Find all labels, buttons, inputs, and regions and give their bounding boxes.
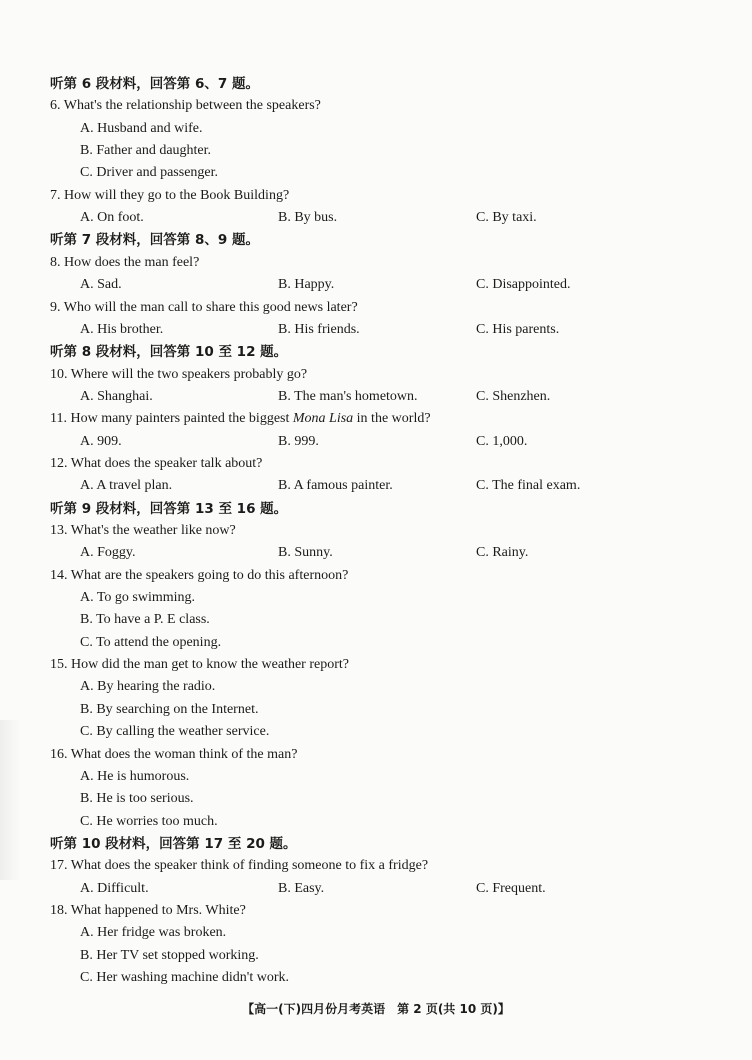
answer-option-row [0,632,752,654]
question-text: 12. What does the speaker talk about? [50,455,263,471]
question-text: 6. What's the relationship between the speakers? [50,98,321,114]
answer-option: A. By hearing the radio. [80,679,216,695]
answer-option: B. He is too serious. [80,791,194,807]
question-stem [0,95,752,117]
question-text: 9. Who will the man call to share this good news later? [50,299,358,315]
answer-option-row [0,587,752,609]
answer-option-a: A. 909. [80,433,122,449]
question-text: 13. What's the weather like now? [50,523,236,538]
section-heading [0,833,752,855]
section-heading-text: 听第 8 段材料，回答第 10 至 12 题。 [50,344,288,361]
question-stem [0,855,752,877]
question-stem [0,297,752,319]
answer-option-row [0,922,752,944]
answer-option: B. By searching on the Internet. [80,701,259,717]
answer-option-row [0,676,752,698]
answer-option-c: C. Disappointed. [476,277,571,293]
answer-option-c: C. 1,000. [476,433,528,449]
answer-option: C. To attend the opening. [80,634,222,650]
answer-options-row [0,431,752,453]
section-heading-text: 听第 7 段材料，回答第 8、9 题。 [50,232,259,249]
answer-option-c: C. Frequent. [476,880,546,896]
answer-option-a: A. A travel plan. [80,478,173,494]
answer-option: B. To have a P. E class. [80,612,210,628]
answer-option-c: C. By taxi. [476,210,537,226]
question-text: 15. How did the man get to know the weather report? [50,657,349,673]
answer-option: B. Her TV set stopped working. [80,947,259,963]
answer-option: C. He worries too much. [80,813,218,829]
section-heading-text: 听第 10 段材料，回答第 17 至 20 题。 [50,835,297,852]
section-heading-text: 听第 6 段材料，回答第 6、7 题。 [50,76,259,92]
section-heading [0,229,752,251]
page-footer: 【高一(下)四月份月考英语 第 2 页(共 10 页)】 [242,1002,510,1016]
answer-options-row [0,878,752,900]
question-stem [0,453,752,475]
answer-option: C. Her washing machine didn't work. [80,970,289,985]
question-stem [0,185,752,207]
answer-option-row [0,118,752,140]
answer-option-a: A. On foot. [80,210,144,226]
answer-options-row [0,207,752,229]
question-text: 10. Where will the two speakers probably go? [50,366,308,382]
section-heading-text: 听第 9 段材料，回答第 13 至 16 题。 [50,500,288,517]
question-stem [0,744,752,766]
question-text: 18. What happened to Mrs. White? [50,902,246,918]
section-heading [0,498,752,520]
answer-option-b: B. Happy. [278,277,335,293]
question-stem [0,252,752,274]
answer-option-a: A. Shanghai. [80,388,153,404]
answer-option-b: B. Easy. [278,880,325,896]
answer-option-b: B. By bus. [278,210,338,226]
answer-option-row [0,766,752,788]
question-stem [0,520,752,542]
answer-option-a: A. Foggy. [80,545,136,561]
answer-option-c: C. Rainy. [476,545,529,561]
question-stem [0,900,752,922]
question-text: 8. How does the man feel? [50,254,200,270]
answer-option-a: A. His brother. [80,321,164,337]
answer-option-b: B. 999. [278,433,319,449]
answer-options-row [0,542,752,564]
answer-option-row [0,945,752,967]
answer-option-c: C. The final exam. [476,478,581,494]
answer-option: A. Her fridge was broken. [80,925,227,941]
question-stem [0,364,752,386]
answer-option-b: B. A famous painter. [278,478,393,494]
answer-option-b: B. Sunny. [278,545,333,561]
question-text: 17. What does the speaker think of finding someone to fix a fridge? [50,858,429,874]
answer-option-row [0,609,752,631]
answer-options-row [0,274,752,296]
answer-option-c: C. His parents. [476,321,560,337]
painting-title: Mona Lisa [292,411,354,427]
question-stem [0,408,752,430]
section-heading [0,73,752,95]
answer-option: B. Father and daughter. [80,143,212,159]
answer-options-row [0,319,752,341]
question-text: 11. How many painters painted the biggest Mona Lisa in the world? [50,411,431,427]
answer-option-row [0,788,752,810]
answer-option-row [0,699,752,721]
answer-option-row [0,162,752,184]
question-text: 14. What are the speakers going to do this afternoon? [50,567,349,583]
question-stem [0,565,752,587]
answer-option: C. By calling the weather service. [80,724,270,740]
answer-option: A. He is humorous. [80,768,190,784]
answer-options-row [0,475,752,497]
answer-option: C. Driver and passenger. [80,165,219,181]
question-text: 7. How will they go to the Book Building? [50,187,290,203]
section-heading [0,341,752,363]
answer-option-a: A. Difficult. [80,880,149,896]
answer-option-b: B. His friends. [278,321,360,337]
answer-option-row [0,811,752,833]
answer-option-row [0,721,752,743]
answer-options-row [0,386,752,408]
question-text: 16. What does the woman think of the man? [50,746,298,762]
answer-option: A. To go swimming. [80,590,196,606]
answer-option-row [0,967,752,989]
answer-option: A. Husband and wife. [80,120,203,136]
answer-option-a: A. Sad. [80,277,122,293]
answer-option-b: B. The man's hometown. [278,388,418,404]
question-stem [0,654,752,676]
answer-option-c: C. Shenzhen. [476,388,551,404]
answer-option-row [0,140,752,162]
